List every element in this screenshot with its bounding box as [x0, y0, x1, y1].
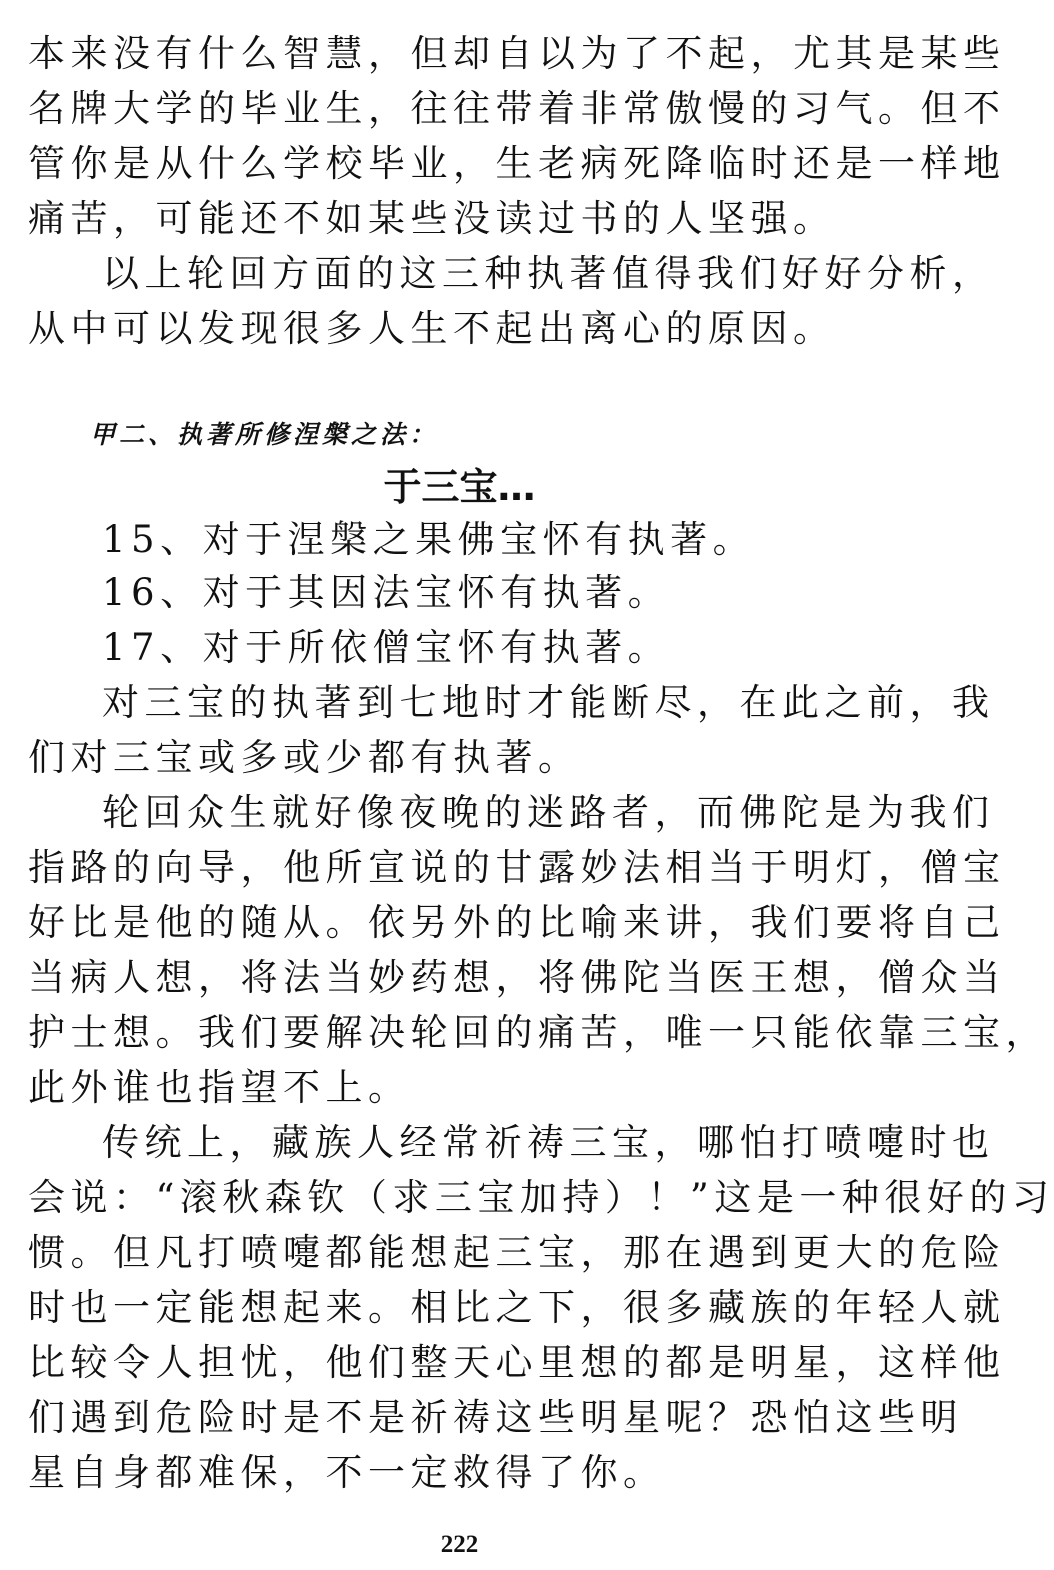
list-item: 17、对于所依僧宝怀有执著。	[102, 626, 671, 669]
paragraph-1-line-3: 管你是从什么学校毕业，生老病死降临时还是一样地	[28, 142, 1006, 185]
paragraph-4-line-3: 好比是他的随从。依另外的比喻来讲，我们要将自己	[28, 901, 1006, 944]
paragraph-4-line-2: 指路的向导，他所宣说的甘露妙法相当于明灯，僧宝	[28, 846, 1006, 889]
paragraph-4-line-4: 当病人想，将法当妙药想，将佛陀当医王想，僧众当	[28, 956, 1006, 999]
list-item: 16、对于其因法宝怀有执著。	[102, 571, 671, 614]
paragraph-2-line-2: 从中可以发现很多人生不起出离心的原因。	[28, 307, 836, 350]
paragraph-5-line-2: 会说：“滚秋森钦（求三宝加持）！”这是一种很好的习	[28, 1176, 1054, 1219]
paragraph-4-line-5: 护士想。我们要解决轮回的痛苦，唯一只能依靠三宝，	[28, 1011, 1048, 1054]
paragraph-5-line-7: 星自身都难保，不一定救得了你。	[28, 1451, 666, 1494]
paragraph-2-line-1: 以上轮回方面的这三种执著值得我们好好分析，	[102, 252, 995, 295]
page-number: 222	[440, 1531, 479, 1558]
paragraph-1-line-2: 名牌大学的毕业生，往往带着非常傲慢的习气。但不	[28, 87, 1006, 130]
paragraph-3-line-2: 们对三宝或多或少都有执著。	[28, 736, 581, 779]
paragraph-5-line-5: 比较令人担忧，他们整天心里想的都是明星，这样他	[28, 1341, 1006, 1384]
section-heading: 甲二、执著所修涅槃之法：	[90, 420, 439, 449]
paragraph-4-line-1: 轮回众生就好像夜晚的迷路者，而佛陀是为我们	[102, 791, 995, 834]
paragraph-1-line-4: 痛苦，可能还不如某些没读过书的人坚强。	[28, 197, 836, 240]
list-item: 15、对于涅槃之果佛宝怀有执著。	[102, 518, 756, 561]
paragraph-1-line-1: 本来没有什么智慧，但却自以为了不起，尤其是某些	[28, 32, 1006, 75]
paragraph-5-line-3: 惯。但凡打喷嚏都能想起三宝，那在遇到更大的危险	[28, 1231, 1006, 1274]
paragraph-4-line-6: 此外谁也指望不上。	[28, 1066, 411, 1109]
subheading: 于三宝…	[383, 465, 536, 509]
paragraph-3-line-1: 对三宝的执著到七地时才能断尽，在此之前，我	[102, 681, 995, 724]
paragraph-5-line-1: 传统上，藏族人经常祈祷三宝，哪怕打喷嚏时也	[102, 1121, 995, 1164]
paragraph-5-line-4: 时也一定能想起来。相比之下，很多藏族的年轻人就	[28, 1286, 1006, 1329]
paragraph-5-line-6: 们遇到危险时是不是祈祷这些明星呢？恐怕这些明	[28, 1396, 963, 1439]
